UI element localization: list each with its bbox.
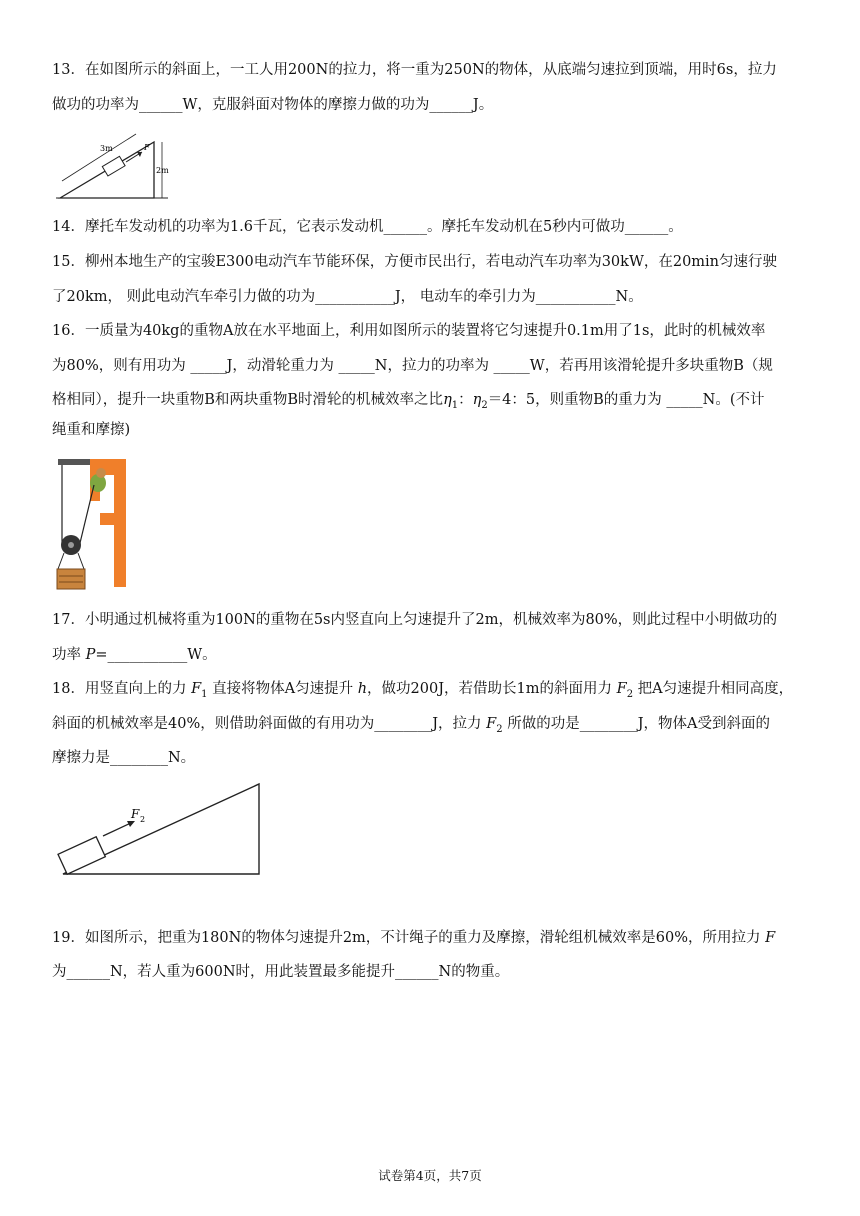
q19-F: F xyxy=(765,930,776,946)
eta-symbol: η xyxy=(443,392,452,408)
q16-line3 xyxy=(52,390,765,416)
q18-F2b: F xyxy=(486,716,497,732)
q18-h: h xyxy=(357,681,368,697)
q18-line1b: 直接将物体A匀速提升 xyxy=(207,681,358,697)
eta-symbol-2: η xyxy=(472,392,482,408)
q18-sub1: 1 xyxy=(201,688,208,700)
q18-line2 xyxy=(52,714,770,740)
q13-label-F: F xyxy=(144,143,150,152)
eta-sub-2: 2 xyxy=(481,399,488,411)
q17-P: P xyxy=(85,647,96,663)
q18-line1c: ，做功200J，若借助长1m的斜面用力 xyxy=(367,681,617,697)
q18-line1a: 18．用竖直向上的力 xyxy=(52,681,192,697)
q17-line2a: 功率 xyxy=(52,647,86,663)
q19-line2: 为______N，若人重为600N时，用此装置最多能提升______N的物重。 xyxy=(52,964,510,980)
q18-fig-label-F: F xyxy=(131,807,140,821)
q18-sub2b: 2 xyxy=(496,723,503,735)
q18-F1: F xyxy=(191,681,202,697)
page-footer: 试卷第4页，共7页 xyxy=(378,1168,482,1183)
q18-F2: F xyxy=(616,681,627,697)
q16-colon: ： xyxy=(458,392,473,408)
q16-line3b: ＝4：5，则重物B的重力为 _____N。(不计 xyxy=(487,392,765,408)
q13-label-2m: 2m xyxy=(156,166,169,175)
q17-line2 xyxy=(52,645,217,665)
q18-line3: 摩擦力是________N。 xyxy=(52,750,196,766)
q16-line1: 16．一质量为40kg的重物A放在水平地面上，利用如图所示的装置将它匀速提升0.1m用了1s，此时的机械效率 xyxy=(52,323,766,339)
q14-line1: 14．摩托车发动机的功率为1.6千瓦，它表示发动机______。摩托车发动机在5秒内可做功______。 xyxy=(52,219,683,235)
q13-line1: 13．在如图所示的斜面上，一工人用200N的拉力，将一重为250N的物体，从底端匀速拉到顶端，用时6s，拉力 xyxy=(52,62,777,78)
q19-line1 xyxy=(52,928,775,948)
eta-sub-1: 1 xyxy=(451,399,459,411)
q18-line2a: 斜面的机械效率是40%，则借助斜面做的有用功为________J，拉力 xyxy=(52,716,487,732)
q18-sub2: 2 xyxy=(626,688,634,700)
q13-incline-figure xyxy=(56,126,178,204)
q16-line4: 绳重和摩擦) xyxy=(52,422,131,438)
q18-line1d: 把A匀速提升相同高度， xyxy=(633,681,794,697)
q17-line2b: =___________W。 xyxy=(95,647,217,663)
q15-line1: 15．柳州本地生产的宝骏E300电动汽车节能环保，方便市民出行，若电动汽车功率为30kW，在20min匀速行驶 xyxy=(52,254,778,270)
q18-fig-label-sub: 2 xyxy=(140,815,146,824)
q18-line2b: 所做的功是________J，物体A受到斜面的 xyxy=(502,716,770,732)
q18-line1 xyxy=(52,679,793,705)
q16-pulley-figure xyxy=(54,455,134,595)
q13-label-3m: 3m xyxy=(100,144,113,153)
q13-line2: 做功的功率为______W，克服斜面对物体的摩擦力做的功为______J。 xyxy=(52,97,494,113)
q18-incline-figure xyxy=(55,780,265,878)
q16-line2: 为80%，则有用功为 _____J，动滑轮重力为 _____N，拉力的功率为 _____W，若再用该滑轮提升多块重物B（规 xyxy=(52,358,773,374)
q16-line3a: 格相同），提升一块重物B和两块重物B时滑轮的机械效率之比 xyxy=(52,392,444,408)
q17-line1: 17．小明通过机械将重为100N的重物在5s内竖直向上匀速提升了2m，机械效率为80%，则此过程中小明做功的 xyxy=(52,612,778,628)
q19-line1a: 19．如图所示，把重为180N的物体匀速提升2m，不计绳子的重力及摩擦，滑轮组机械效率是60%，所用拉力 xyxy=(52,930,766,946)
q15-line2: 了20km， 则此电动汽车牵引力做的功为___________J， 电动车的牵引力为___________N。 xyxy=(52,289,643,305)
